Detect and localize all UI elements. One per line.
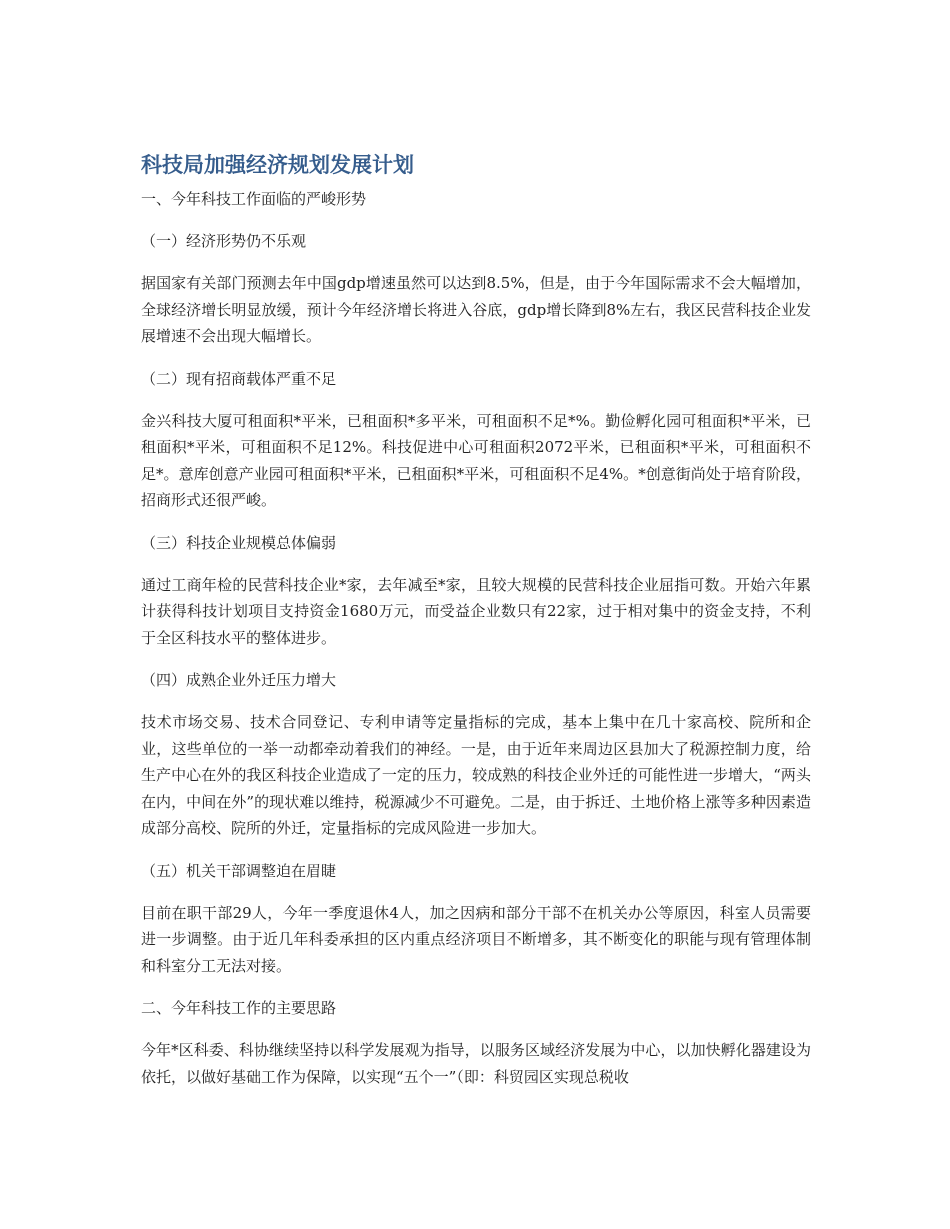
subsection-heading-2: （二）现有招商载体严重不足 [141,369,337,388]
document-page [141,150,811,1106]
paragraph-carriers: 金兴科技大厦可租面积*平米，已租面积*多平米，可租面积不足*%。勤俭孵化园可租面积*平米，已租面积*平米，可租面积不足12%。科技促进中心可租面积2072平米，已租面积*平米，可租面积不足*。意库创意产业园可租面积*平米，已租面积*平米，可租面积不足4%。*创意街尚处于培育阶段，招商形式还很严峻。 [141,411,811,509]
paragraph-staff: 目前在职干部29人，今年一季度退休4人，加之因病和部分干部不在机关办公等原因，科室人员需要进一步调整。由于近几年科委承担的区内重点经济项目不断增多，其不断变化的职能与现有管理体制和科室分工无法对接。 [141,903,811,975]
document-title: 科技局加强经济规划发展计划 [141,153,414,177]
subsection-heading-3: （三）科技企业规模总体偏弱 [141,533,337,552]
paragraph-enterprise-scale: 通过工商年检的民营科技企业*家，去年减至*家，且较大规模的民营科技企业屈指可数。开始六年累计获得科技计划项目支持资金1680万元，而受益企业数只有22家，过于相对集中的资金支持，不利于全区科技水平的整体进步。 [141,575,811,647]
subsection-heading-4: （四）成熟企业外迁压力增大 [141,671,337,689]
paragraph-main-ideas: 今年*区科委、科协继续坚持以科学发展观为指导，以服务区域经济发展为中心，以加快孵化器建设为依托，以做好基础工作为保障，以实现“五个一”（即：科贸园区实现总税收 [141,1041,811,1086]
section-heading-1: 一、今年科技工作面临的严峻形势 [141,190,367,208]
subsection-heading-1: （一）经济形势仍不乐观 [141,232,307,250]
subsection-heading-5: （五）机关干部调整迫在眉睫 [141,861,337,880]
paragraph-relocation: 技术市场交易、技术合同登记、专利申请等定量指标的完成，基本上集中在几十家高校、院所和企业，这些单位的一举一动都牵动着我们的神经。一是，由于近年来周边区县加大了税源控制力度，给生产中心在外的我区科技企业造成了一定的压力，较成熟的科技企业外迁的可能性进一步增大，“两头在内，中间在外”的现状难以维持，税源减少不可避免。二是，由于拆迁、土地价格上涨等多种因素造成部分高校、院所的外迁，定量指标的完成风险进一步加大。 [141,713,811,837]
section-heading-2: 二、今年科技工作的主要思路 [141,999,337,1017]
paragraph-economy: 据国家有关部门预测去年中国gdp增速虽然可以达到8.5%，但是，由于今年国际需求不会大幅增加，全球经济增长明显放缓，预计今年经济增长将进入谷底，gdp增长降到8%左右，我区民营科技企业发展增速不会出现大幅增长。 [141,274,811,345]
